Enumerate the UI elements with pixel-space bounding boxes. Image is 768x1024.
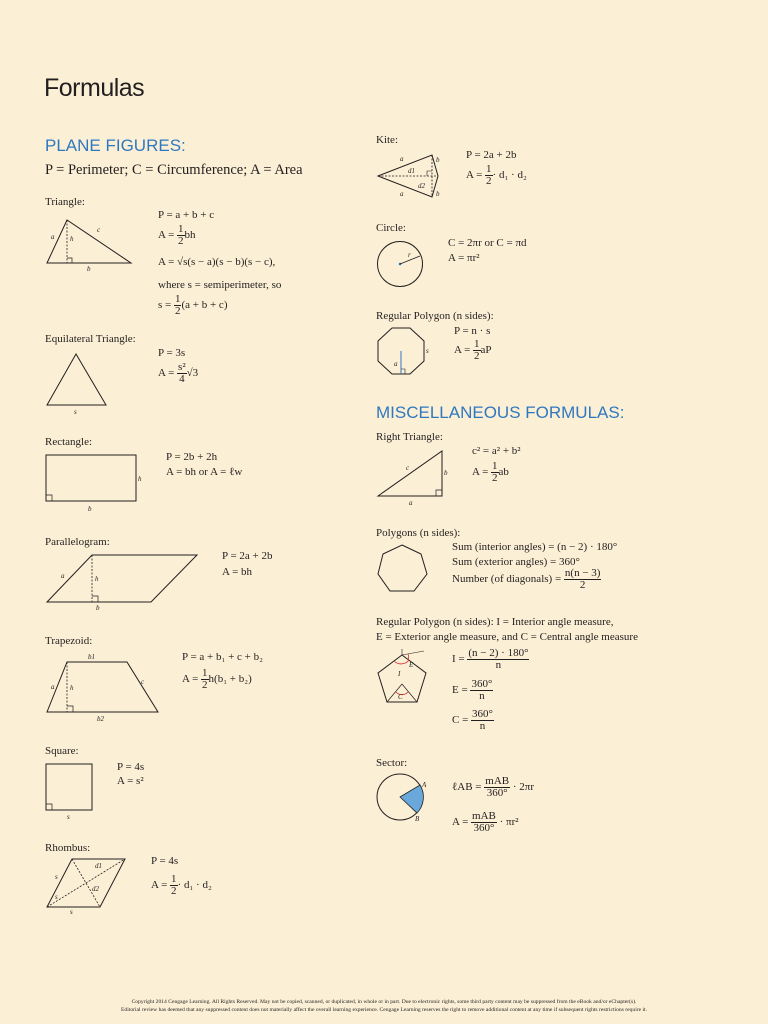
regular-polygon-angles-label-2: E = Exterior angle measure, and C = Central angle measure [376,631,638,643]
label-h: h [70,684,74,692]
label-b: b [87,265,91,273]
equilateral-perimeter: P = 3s [158,347,186,359]
label-r: r [408,251,411,259]
regular-polygon-label: Regular Polygon (n sides): [376,310,494,322]
square-diagram [45,763,105,821]
regular-polygon-perimeter: P = n · s [454,325,491,337]
square-perimeter: P = 4s [117,761,145,773]
equilateral-diagram [45,352,110,414]
central-angle-formula: C = $\frac{360^\circ}{n}$ [452,708,493,732]
parallelogram-diagram [45,553,200,613]
label-a: a [400,190,404,198]
interior-angle-formula: I = $\frac{(n - 2) \cdot 180^\circ}{n}$ [452,647,529,671]
label-d1: d1 [408,167,415,175]
rhombus-perimeter: P = 4s [151,855,179,867]
label-d2: d2 [92,885,99,893]
trapezoid-diagram [45,652,160,724]
arc-length-formula: ℓAB = $\frac{\text{mAB}}{360^\circ}$ · 2πr [452,775,534,799]
triangle-perimeter: P = a + b + c [158,209,215,221]
square-area: A = s² [117,775,144,787]
circle-circumference: C = 2πr or C = πd [448,237,527,249]
label-d2: d2 [418,182,425,190]
pythagorean: c² = a² + b² [472,445,521,457]
parallelogram-area: A = bh [222,566,253,578]
right-triangle-label: Right Triangle: [376,431,443,443]
regular-polygon-area: A = $\frac{1}{2}$ aP [454,338,492,362]
circle-label: Circle: [376,222,406,234]
label-s: s [67,813,70,821]
copyright-line-1: Copyright 2014 Cengage Learning. All Rights Reserved. May not be copied, scanned, or duplicated, in whole or in part. Due to electronic rights, some third party content may be suppressed from the eBook and/or eChapter(s). [131,999,637,1005]
sector-label: Sector: [376,757,408,769]
triangle-label: Triangle: [45,196,85,208]
label-b: b [96,604,100,612]
label-a: a [400,155,404,163]
kite-label: Kite: [376,134,398,146]
square-label: Square: [45,745,79,757]
triangle-diagram [45,215,135,273]
triangle-semiperimeter: s = $\frac{1}{2}$ (a + b + c) [158,293,228,317]
label-b: b [436,156,440,164]
label-B: B [415,815,420,823]
label-b: b [436,190,440,198]
equilateral-area: A = $\frac{\text{s²}}{4}$ √3 [158,361,199,385]
rhombus-area: A = $\frac{1}{2}$ · d₁ · d₂ [151,873,212,897]
misc-heading: MISCELLANEOUS FORMULAS: [376,403,625,422]
label-c: c [141,678,145,686]
page-title: Formulas [44,74,145,102]
rectangle-diagram [45,454,145,514]
label-b: b [444,469,448,477]
trapezoid-perimeter: P = a + b₁ + c + b₂ [182,651,263,663]
triangle-area: A = $\frac{1}{2}$ bh [158,223,196,247]
equilateral-label: Equilateral Triangle: [45,333,136,345]
label-i: I [398,670,401,678]
variable-key: P = Perimeter; C = Circumference; A = Area [45,162,303,178]
copyright-line-2: Editorial review has deemed that any suppressed content does not materially affect the overall learning experience. Cengage Learning reserves the right to remove additional content at any time if subsequent rights restrictions require it. [121,1007,647,1013]
right-triangle-area: A = $\frac{1}{2}$ ab [472,460,509,484]
label-e: E [409,661,414,669]
rectangle-perimeter: P = 2b + 2h [166,451,218,463]
label-h: h [95,575,99,583]
label-A: A [422,781,427,789]
rectangle-label: Rectangle: [45,436,93,448]
circle-area: A = πr² [448,252,480,264]
label-d1: d1 [95,862,102,870]
label-s: s [55,893,58,901]
triangle-where: where s = semiperimeter, so [158,279,282,291]
rhombus-label: Rhombus: [45,842,91,854]
sum-exterior-angles: Sum (exterior angles) = 360° [452,556,580,568]
exterior-angle-formula: E = $\frac{360^\circ}{n}$ [452,678,493,702]
label-c: c [97,226,101,234]
trapezoid-label: Trapezoid: [45,635,93,647]
label-a: a [51,233,55,241]
label-b1: b1 [88,653,95,661]
sector-area-formula: A = $\frac{\text{mAB}}{360^\circ}$ · πr² [452,810,519,834]
sector-diagram [376,773,436,825]
circle-diagram [376,240,426,290]
label-s: s [74,408,77,416]
copyright-notice [60,998,708,1014]
label-c: C [398,693,403,701]
kite-area: A = $\frac{1}{2}$ · d₁ · d₂ [466,163,527,187]
polygons-label: Polygons (n sides): [376,527,461,539]
label-a: a [409,499,413,507]
label-a: a [51,683,55,691]
plane-figures-heading: PLANE FIGURES: [45,136,186,155]
kite-diagram [376,152,446,202]
label-a: a [394,360,398,368]
parallelogram-label: Parallelogram: [45,536,110,548]
trapezoid-area: A = $\frac{1}{2}$ h(b₁ + b₂) [182,667,252,691]
right-triangle-diagram [376,449,448,507]
pentagon-angles-diagram [376,651,432,717]
label-s: s [70,908,73,916]
label-h: h [138,475,142,483]
number-of-diagonals: Number (of diagonals) = $\frac{n(n - 3)}{2}$ [452,567,601,591]
regular-polygon-diagram [376,326,432,378]
sum-interior-angles: Sum (interior angles) = (n − 2) · 180° [452,541,618,553]
triangle-heron: A = √s(s − a)(s − b)(s − c), [158,256,276,268]
label-c: c [406,464,410,472]
heptagon-diagram [376,543,431,595]
kite-perimeter: P = 2a + 2b [466,149,517,161]
label-a: a [61,572,65,580]
label-h: h [70,235,74,243]
label-s: s [55,873,58,881]
label-s: s [426,347,429,355]
rhombus-diagram [45,857,130,915]
parallelogram-perimeter: P = 2a + 2b [222,550,273,562]
label-b2: b2 [97,715,104,723]
label-b: b [88,505,92,513]
regular-polygon-angles-label-1: Regular Polygon (n sides): I = Interior angle measure, [376,616,614,628]
rectangle-area: A = bh or A = ℓw [166,466,243,478]
